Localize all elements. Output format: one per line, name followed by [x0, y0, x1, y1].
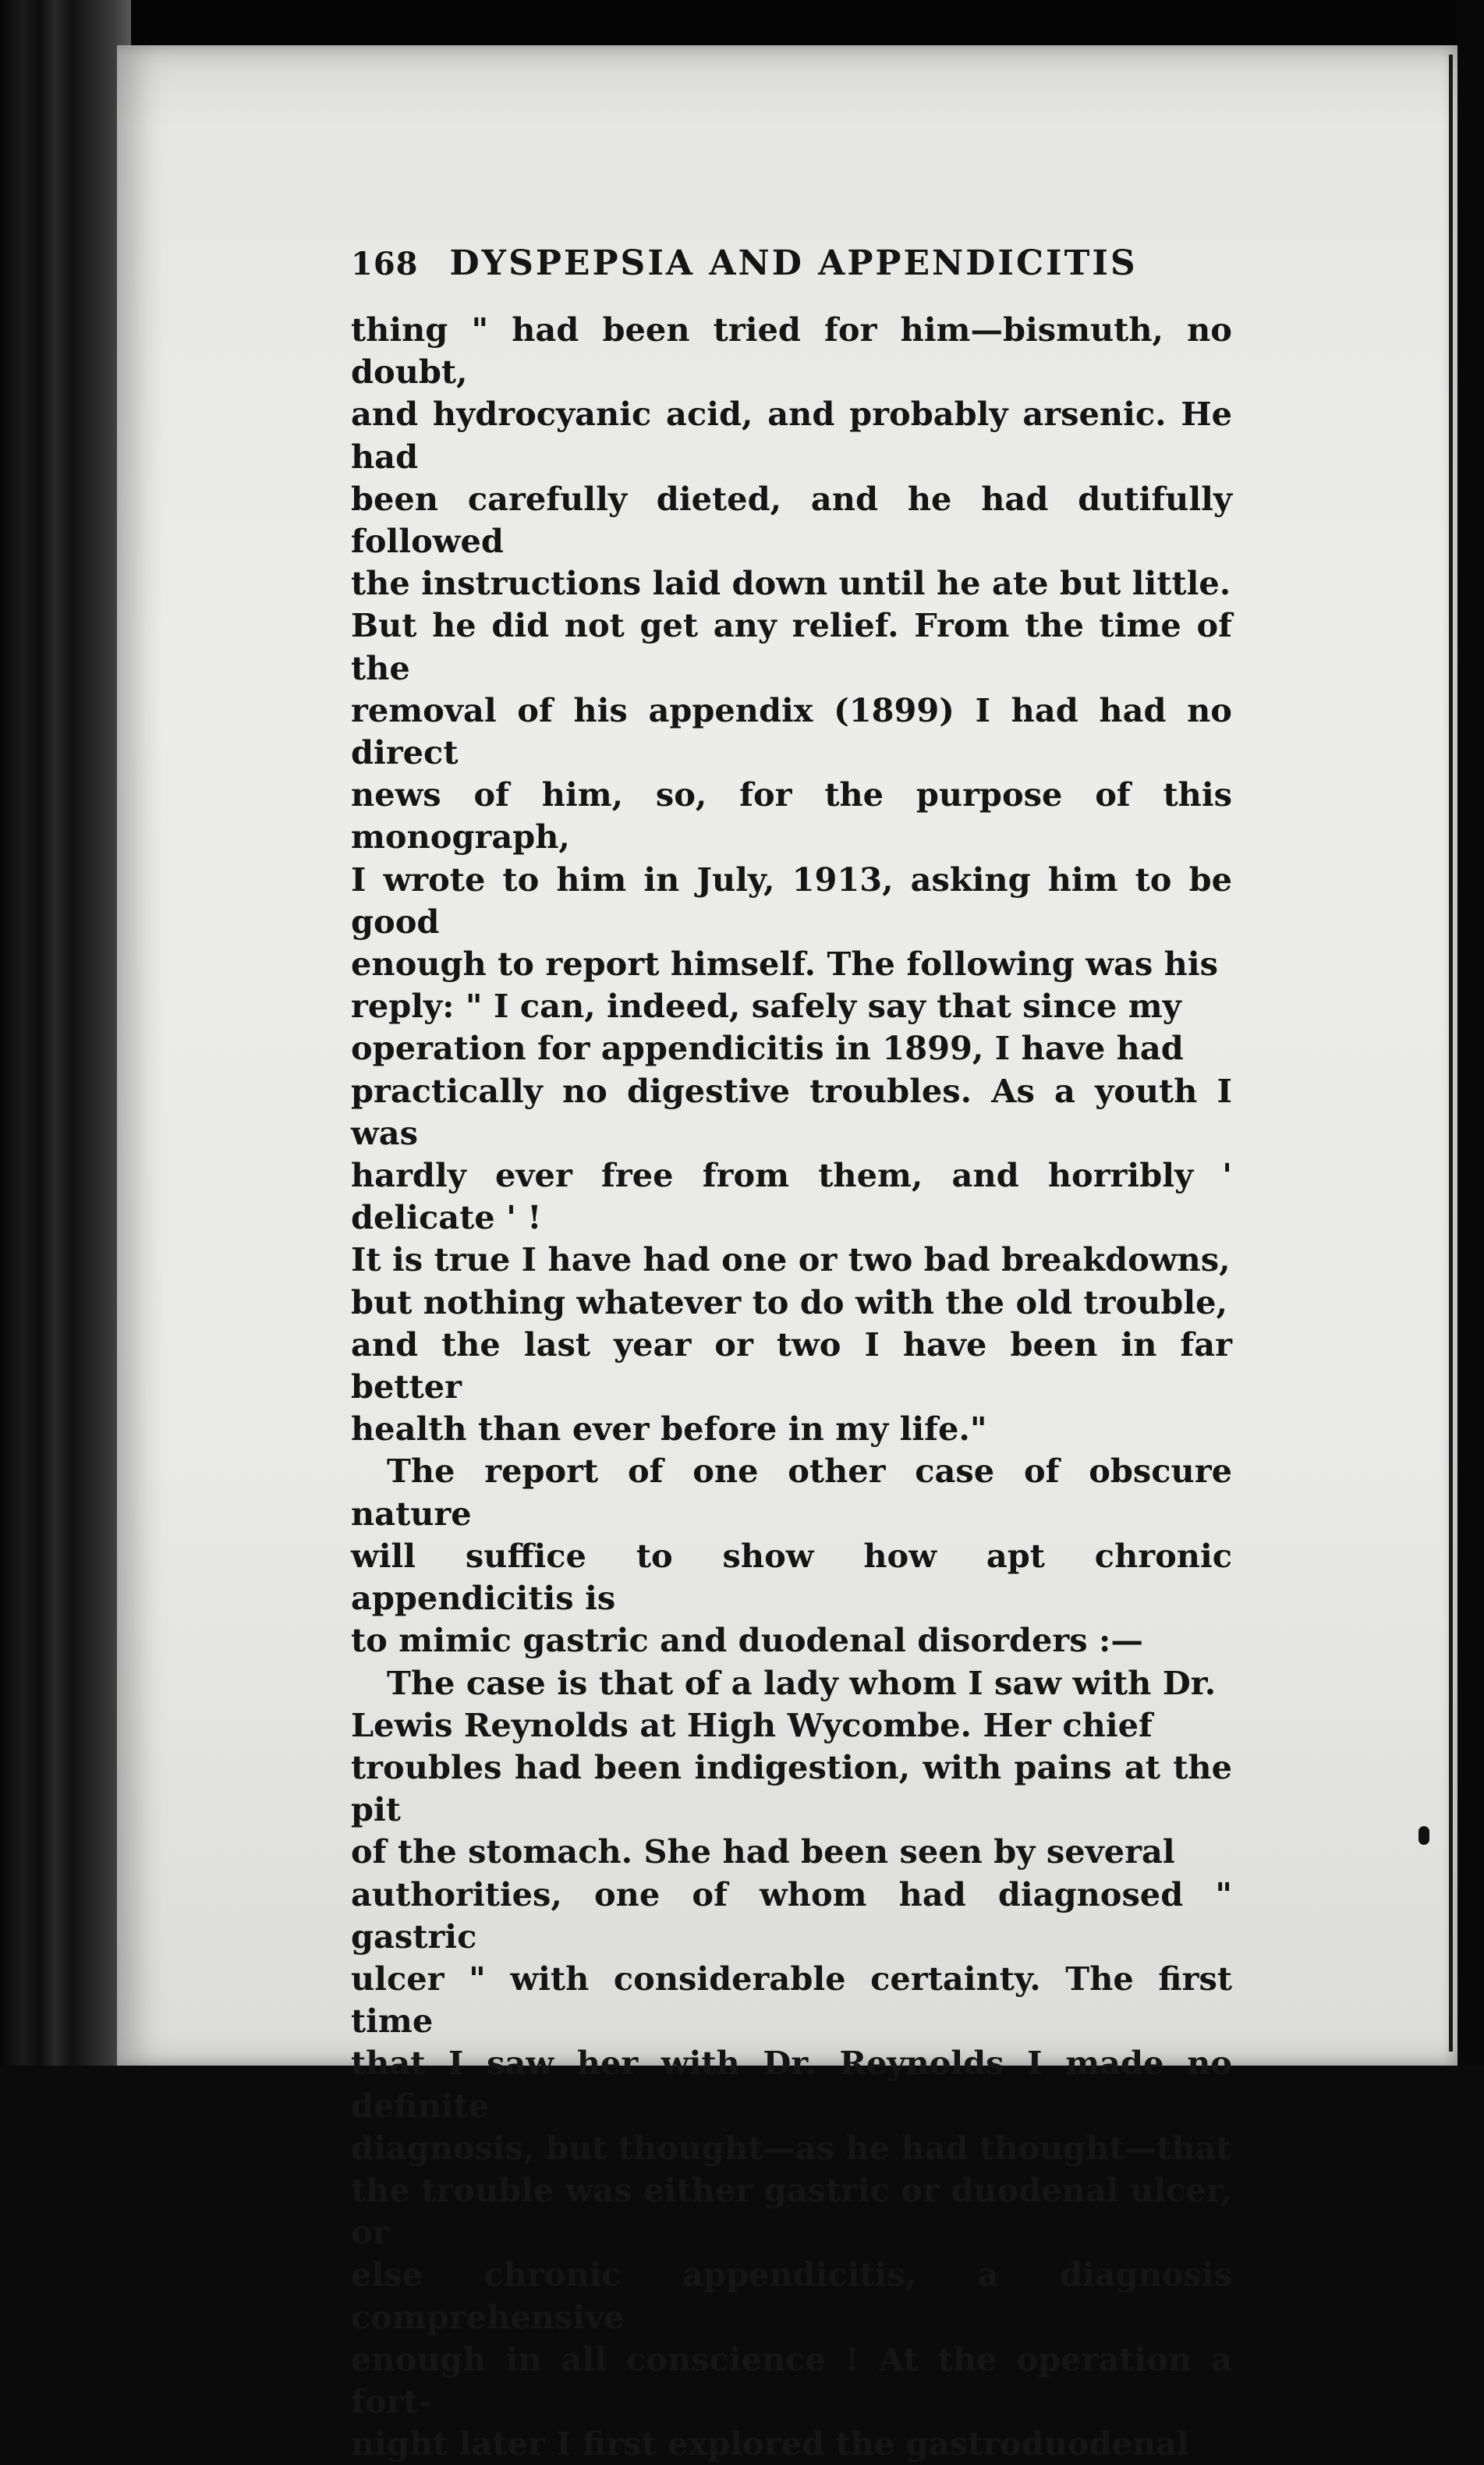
scan-speck	[1418, 1826, 1429, 1845]
running-head-title: DYSPEPSIA AND APPENDICITIS	[450, 243, 1138, 283]
running-head	[351, 243, 1232, 309]
paragraph-obscure-case-intro: The report of one other case of obscure nature will suffice to show how apt chronic appendicitis is to mimic gastric and duodenal disorders :—	[351, 1450, 1232, 1662]
right-page-edge	[1449, 55, 1453, 2052]
page-text-block	[351, 243, 1232, 2465]
paragraph-lady-case: The case is that of a lady whom I saw with Dr. Lewis Reynolds at High Wycombe. Her chief troubles had been indigestion, with pains at the pit of the stomach. She had been seen by several authorities, one of whom had diagnosed " gastric ulcer " with considerable certainty. The first time that I saw her with Dr. Reynolds I made no definite diagnosis, but thought—as he had thought—that the trouble was either gastric or duodenal ulcer, or else chronic appendicitis, a diagnosis comprehensive enough in all conscience ! At the operation a fort- night later I first explored the gastroduodenal	[351, 1662, 1232, 2465]
right-dark-border	[1457, 0, 1484, 2066]
page-number: 168	[351, 246, 419, 282]
top-dark-border	[0, 0, 1484, 48]
paragraph-continued: thing " had been tried for him—bismuth, no doubt, and hydrocyanic acid, and probably arsenic. He had been carefully dieted, and he had dutifully followed the instructions laid down until he ate but little. But he did not get any relief. From the time of the removal of his appendix (1899) I had had no direct news of him, so, for the purpose of this monograph, I wrote to him in July, 1913, asking him to be good enough to report himself. The following was his reply: " I can, indeed, safely say that since my operation for appendicitis in 1899, I have had practically no digestive troubles. As a youth I was hardly ever free from them, and horribly ' delicate ' ! It is true I have had one or two bad breakdowns, but nothing whatever to do with the old trouble, and the last year or two I have been in far better health than ever before in my life."	[351, 309, 1232, 1450]
book-spine-shadow	[0, 0, 131, 2066]
